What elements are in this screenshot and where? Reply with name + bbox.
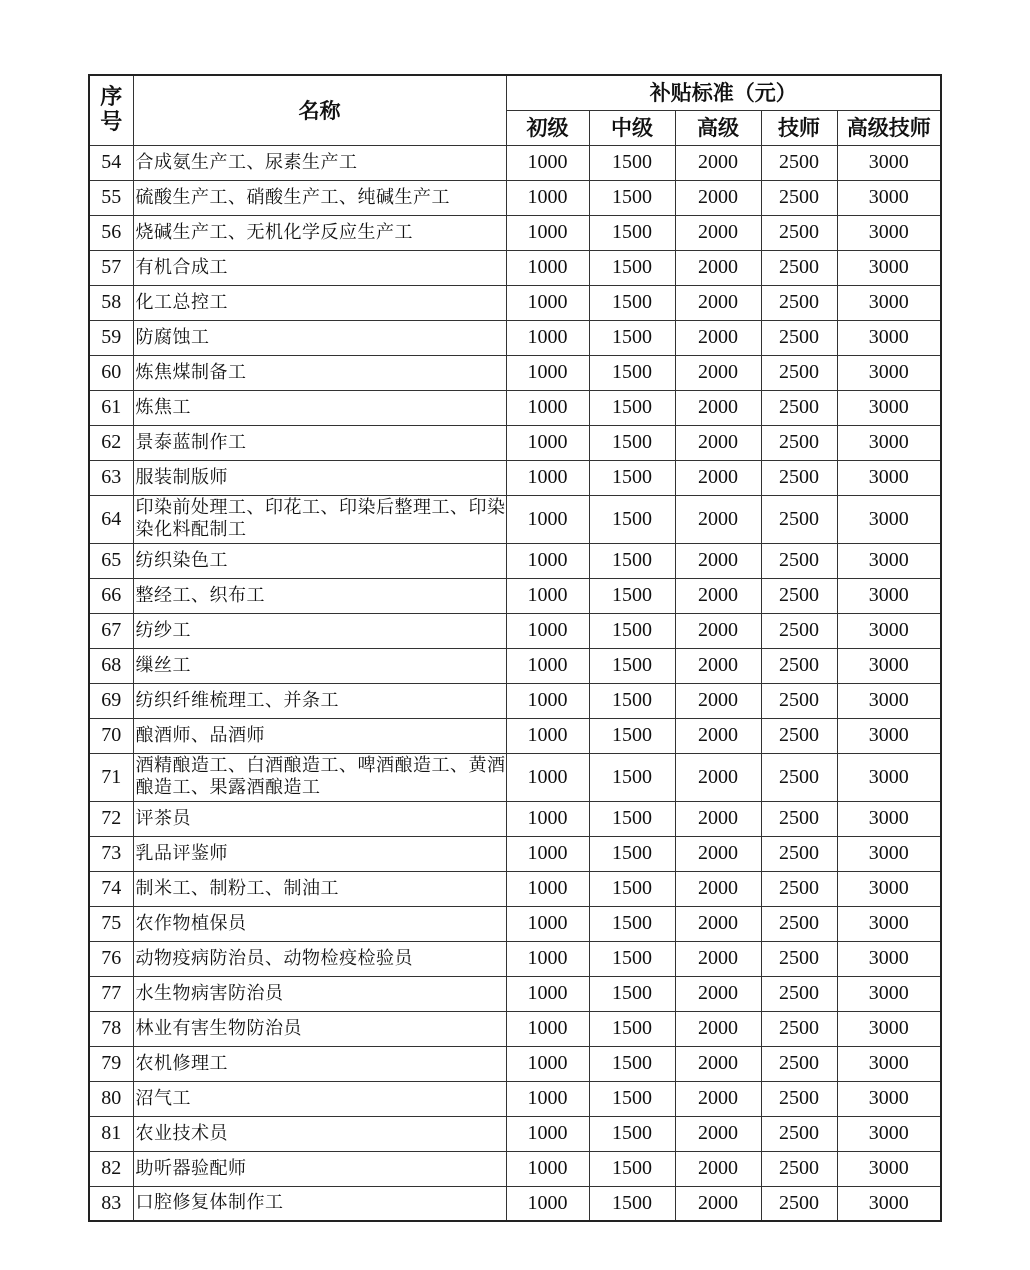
row-occupation-name: 防腐蚀工 (133, 320, 506, 355)
subsidy-junior: 1000 (506, 425, 589, 460)
row-seq: 77 (89, 976, 133, 1011)
subsidy-senior: 2000 (675, 460, 761, 495)
subsidy-senior: 2000 (675, 390, 761, 425)
subsidy-technician: 2500 (761, 906, 837, 941)
row-occupation-name: 评茶员 (133, 801, 506, 836)
subsidy-senior-technician: 3000 (837, 215, 941, 250)
subsidy-senior-technician: 3000 (837, 718, 941, 753)
row-seq: 66 (89, 578, 133, 613)
table-row (89, 648, 941, 683)
row-occupation-name: 酒精酿造工、白酒酿造工、啤酒酿造工、黄酒酿造工、果露酒酿造工 (133, 753, 506, 801)
subsidy-technician: 2500 (761, 543, 837, 578)
subsidy-junior: 1000 (506, 495, 589, 543)
subsidy-senior: 2000 (675, 145, 761, 180)
subsidy-junior: 1000 (506, 976, 589, 1011)
level-header-junior: 初级 (506, 110, 589, 145)
row-seq: 65 (89, 543, 133, 578)
row-occupation-name: 整经工、织布工 (133, 578, 506, 613)
subsidy-senior-technician: 3000 (837, 320, 941, 355)
row-seq: 83 (89, 1186, 133, 1221)
row-seq: 54 (89, 145, 133, 180)
table-row (89, 285, 941, 320)
subsidy-intermediate: 1500 (589, 250, 675, 285)
subsidy-senior-technician: 3000 (837, 836, 941, 871)
row-seq: 67 (89, 613, 133, 648)
row-occupation-name: 纺织染色工 (133, 543, 506, 578)
subsidy-senior: 2000 (675, 836, 761, 871)
subsidy-intermediate: 1500 (589, 718, 675, 753)
subsidy-intermediate: 1500 (589, 976, 675, 1011)
subsidy-junior: 1000 (506, 718, 589, 753)
subsidy-intermediate: 1500 (589, 460, 675, 495)
row-seq: 79 (89, 1046, 133, 1081)
table-row (89, 976, 941, 1011)
subsidy-senior-technician: 3000 (837, 1151, 941, 1186)
subsidy-technician: 2500 (761, 215, 837, 250)
table-row (89, 1011, 941, 1046)
subsidy-technician: 2500 (761, 976, 837, 1011)
subsidy-senior-technician: 3000 (837, 1046, 941, 1081)
subsidy-intermediate: 1500 (589, 753, 675, 801)
subsidy-intermediate: 1500 (589, 906, 675, 941)
subsidy-senior-technician: 3000 (837, 941, 941, 976)
subsidy-senior: 2000 (675, 215, 761, 250)
level-header-senior-technician: 高级技师 (837, 110, 941, 145)
subsidy-intermediate: 1500 (589, 613, 675, 648)
subsidy-technician: 2500 (761, 718, 837, 753)
subsidy-senior: 2000 (675, 718, 761, 753)
subsidy-junior: 1000 (506, 543, 589, 578)
subsidy-senior-technician: 3000 (837, 1011, 941, 1046)
subsidy-technician: 2500 (761, 648, 837, 683)
subsidy-intermediate: 1500 (589, 215, 675, 250)
subsidy-junior: 1000 (506, 871, 589, 906)
subsidy-technician: 2500 (761, 355, 837, 390)
level-header-intermediate: 中级 (589, 110, 675, 145)
row-seq: 81 (89, 1116, 133, 1151)
subsidy-senior-technician: 3000 (837, 648, 941, 683)
subsidy-senior: 2000 (675, 648, 761, 683)
table-body (89, 145, 941, 1221)
subsidy-junior: 1000 (506, 355, 589, 390)
subsidy-junior: 1000 (506, 1151, 589, 1186)
subsidy-senior: 2000 (675, 578, 761, 613)
subsidy-intermediate: 1500 (589, 180, 675, 215)
subsidy-junior: 1000 (506, 1081, 589, 1116)
subsidy-senior: 2000 (675, 613, 761, 648)
subsidy-senior: 2000 (675, 1186, 761, 1221)
subsidy-intermediate: 1500 (589, 355, 675, 390)
subsidy-junior: 1000 (506, 460, 589, 495)
subsidy-junior: 1000 (506, 285, 589, 320)
subsidy-intermediate: 1500 (589, 1011, 675, 1046)
table-row (89, 683, 941, 718)
row-occupation-name: 化工总控工 (133, 285, 506, 320)
subsidy-senior-technician: 3000 (837, 613, 941, 648)
row-occupation-name: 纺纱工 (133, 613, 506, 648)
subsidy-senior-technician: 3000 (837, 390, 941, 425)
subsidy-intermediate: 1500 (589, 1116, 675, 1151)
table-row (89, 1151, 941, 1186)
row-seq: 74 (89, 871, 133, 906)
row-seq: 80 (89, 1081, 133, 1116)
row-occupation-name: 景泰蓝制作工 (133, 425, 506, 460)
subsidy-senior: 2000 (675, 1081, 761, 1116)
subsidy-intermediate: 1500 (589, 683, 675, 718)
subsidy-senior: 2000 (675, 683, 761, 718)
subsidy-junior: 1000 (506, 215, 589, 250)
row-occupation-name: 酿酒师、品酒师 (133, 718, 506, 753)
subsidy-intermediate: 1500 (589, 425, 675, 460)
subsidy-technician: 2500 (761, 683, 837, 718)
table-row (89, 1116, 941, 1151)
row-occupation-name: 农作物植保员 (133, 906, 506, 941)
row-occupation-name: 印染前处理工、印花工、印染后整理工、印染染化料配制工 (133, 495, 506, 543)
subsidy-junior: 1000 (506, 753, 589, 801)
level-header-technician: 技师 (761, 110, 837, 145)
subsidy-senior: 2000 (675, 753, 761, 801)
row-seq: 55 (89, 180, 133, 215)
table-row (89, 355, 941, 390)
subsidy-intermediate: 1500 (589, 1046, 675, 1081)
subsidy-senior-technician: 3000 (837, 871, 941, 906)
subsidy-senior-technician: 3000 (837, 180, 941, 215)
row-occupation-name: 水生物病害防治员 (133, 976, 506, 1011)
subsidy-junior: 1000 (506, 180, 589, 215)
subsidy-senior: 2000 (675, 543, 761, 578)
subsidy-intermediate: 1500 (589, 871, 675, 906)
subsidy-technician: 2500 (761, 871, 837, 906)
table-row (89, 718, 941, 753)
row-occupation-name: 炼焦工 (133, 390, 506, 425)
subsidy-senior-technician: 3000 (837, 145, 941, 180)
subsidy-intermediate: 1500 (589, 648, 675, 683)
subsidy-technician: 2500 (761, 250, 837, 285)
level-header-senior: 高级 (675, 110, 761, 145)
row-occupation-name: 烧碱生产工、无机化学反应生产工 (133, 215, 506, 250)
subsidy-intermediate: 1500 (589, 1186, 675, 1221)
subsidy-technician: 2500 (761, 425, 837, 460)
table-row (89, 180, 941, 215)
subsidy-junior: 1000 (506, 613, 589, 648)
subsidy-technician: 2500 (761, 145, 837, 180)
subsidy-technician: 2500 (761, 320, 837, 355)
subsidy-technician: 2500 (761, 1011, 837, 1046)
subsidy-technician: 2500 (761, 753, 837, 801)
subsidy-technician: 2500 (761, 836, 837, 871)
subsidy-junior: 1000 (506, 941, 589, 976)
subsidy-senior-technician: 3000 (837, 543, 941, 578)
table-row (89, 613, 941, 648)
subsidy-technician: 2500 (761, 578, 837, 613)
row-seq: 73 (89, 836, 133, 871)
row-occupation-name: 林业有害生物防治员 (133, 1011, 506, 1046)
subsidy-junior: 1000 (506, 1186, 589, 1221)
subsidy-junior: 1000 (506, 250, 589, 285)
subsidy-technician: 2500 (761, 1116, 837, 1151)
table-row (89, 425, 941, 460)
subsidy-senior: 2000 (675, 871, 761, 906)
row-seq: 76 (89, 941, 133, 976)
table-row (89, 390, 941, 425)
row-seq: 63 (89, 460, 133, 495)
table-row (89, 460, 941, 495)
subsidy-senior: 2000 (675, 180, 761, 215)
row-seq: 69 (89, 683, 133, 718)
subsidy-senior-technician: 3000 (837, 753, 941, 801)
subsidy-junior: 1000 (506, 145, 589, 180)
subsidy-junior: 1000 (506, 1046, 589, 1081)
row-occupation-name: 合成氨生产工、尿素生产工 (133, 145, 506, 180)
table-row (89, 145, 941, 180)
subsidy-junior: 1000 (506, 801, 589, 836)
row-seq: 82 (89, 1151, 133, 1186)
table-row (89, 906, 941, 941)
subsidy-senior: 2000 (675, 355, 761, 390)
row-occupation-name: 沼气工 (133, 1081, 506, 1116)
row-seq: 57 (89, 250, 133, 285)
row-seq: 68 (89, 648, 133, 683)
subsidy-technician: 2500 (761, 1186, 837, 1221)
subsidy-senior: 2000 (675, 906, 761, 941)
row-occupation-name: 助听器验配师 (133, 1151, 506, 1186)
table-row (89, 941, 941, 976)
subsidy-senior: 2000 (675, 941, 761, 976)
subsidy-senior-technician: 3000 (837, 285, 941, 320)
row-seq: 58 (89, 285, 133, 320)
subsidy-senior-technician: 3000 (837, 976, 941, 1011)
subsidy-junior: 1000 (506, 648, 589, 683)
name-header: 名称 (133, 75, 506, 145)
subsidy-intermediate: 1500 (589, 1081, 675, 1116)
row-occupation-name: 乳品评鉴师 (133, 836, 506, 871)
subsidy-technician: 2500 (761, 613, 837, 648)
subsidy-senior: 2000 (675, 285, 761, 320)
subsidy-senior-technician: 3000 (837, 1186, 941, 1221)
table-row (89, 320, 941, 355)
subsidy-junior: 1000 (506, 836, 589, 871)
subsidy-senior: 2000 (675, 1046, 761, 1081)
subsidy-technician: 2500 (761, 390, 837, 425)
subsidy-senior-technician: 3000 (837, 1081, 941, 1116)
row-occupation-name: 农业技术员 (133, 1116, 506, 1151)
subsidy-technician: 2500 (761, 1046, 837, 1081)
header-row-top (89, 75, 941, 110)
row-seq: 59 (89, 320, 133, 355)
subsidy-intermediate: 1500 (589, 285, 675, 320)
row-occupation-name: 炼焦煤制备工 (133, 355, 506, 390)
row-occupation-name: 农机修理工 (133, 1046, 506, 1081)
row-seq: 72 (89, 801, 133, 836)
subsidy-senior-technician: 3000 (837, 906, 941, 941)
row-seq: 61 (89, 390, 133, 425)
subsidy-senior-technician: 3000 (837, 683, 941, 718)
subsidy-intermediate: 1500 (589, 320, 675, 355)
subsidy-senior-technician: 3000 (837, 460, 941, 495)
subsidy-technician: 2500 (761, 1081, 837, 1116)
row-seq: 64 (89, 495, 133, 543)
subsidy-technician: 2500 (761, 495, 837, 543)
row-occupation-name: 口腔修复体制作工 (133, 1186, 506, 1221)
subsidy-senior-technician: 3000 (837, 1116, 941, 1151)
subsidy-senior: 2000 (675, 320, 761, 355)
table-row (89, 836, 941, 871)
row-seq: 60 (89, 355, 133, 390)
subsidy-standard-header: 补贴标准（元） (506, 75, 941, 110)
subsidy-intermediate: 1500 (589, 801, 675, 836)
row-seq: 71 (89, 753, 133, 801)
subsidy-standard-table (88, 74, 942, 1222)
subsidy-senior: 2000 (675, 250, 761, 285)
row-seq: 70 (89, 718, 133, 753)
table-row (89, 495, 941, 543)
row-occupation-name: 纺织纤维梳理工、并条工 (133, 683, 506, 718)
table-row (89, 215, 941, 250)
row-occupation-name: 缫丝工 (133, 648, 506, 683)
row-occupation-name: 硫酸生产工、硝酸生产工、纯碱生产工 (133, 180, 506, 215)
subsidy-junior: 1000 (506, 1011, 589, 1046)
subsidy-intermediate: 1500 (589, 145, 675, 180)
row-seq: 56 (89, 215, 133, 250)
subsidy-senior-technician: 3000 (837, 355, 941, 390)
table-row (89, 801, 941, 836)
table-row (89, 1046, 941, 1081)
table-row (89, 1081, 941, 1116)
row-seq: 75 (89, 906, 133, 941)
row-seq: 62 (89, 425, 133, 460)
subsidy-junior: 1000 (506, 906, 589, 941)
table-row (89, 753, 941, 801)
subsidy-intermediate: 1500 (589, 543, 675, 578)
seq-header: 序号 (89, 75, 133, 145)
subsidy-senior: 2000 (675, 495, 761, 543)
row-seq: 78 (89, 1011, 133, 1046)
subsidy-junior: 1000 (506, 683, 589, 718)
subsidy-senior: 2000 (675, 976, 761, 1011)
table-row (89, 543, 941, 578)
subsidy-senior-technician: 3000 (837, 250, 941, 285)
table-row (89, 871, 941, 906)
subsidy-technician: 2500 (761, 285, 837, 320)
subsidy-senior: 2000 (675, 1011, 761, 1046)
subsidy-intermediate: 1500 (589, 941, 675, 976)
row-occupation-name: 服装制版师 (133, 460, 506, 495)
row-occupation-name: 有机合成工 (133, 250, 506, 285)
subsidy-senior-technician: 3000 (837, 578, 941, 613)
subsidy-senior-technician: 3000 (837, 425, 941, 460)
table-row (89, 578, 941, 613)
subsidy-senior: 2000 (675, 1151, 761, 1186)
subsidy-intermediate: 1500 (589, 495, 675, 543)
subsidy-intermediate: 1500 (589, 1151, 675, 1186)
row-occupation-name: 动物疫病防治员、动物检疫检验员 (133, 941, 506, 976)
subsidy-intermediate: 1500 (589, 836, 675, 871)
subsidy-senior: 2000 (675, 1116, 761, 1151)
subsidy-senior-technician: 3000 (837, 495, 941, 543)
subsidy-junior: 1000 (506, 1116, 589, 1151)
subsidy-technician: 2500 (761, 801, 837, 836)
subsidy-technician: 2500 (761, 941, 837, 976)
table-row (89, 1186, 941, 1221)
subsidy-senior: 2000 (675, 801, 761, 836)
subsidy-technician: 2500 (761, 1151, 837, 1186)
subsidy-senior: 2000 (675, 425, 761, 460)
subsidy-intermediate: 1500 (589, 390, 675, 425)
subsidy-senior-technician: 3000 (837, 801, 941, 836)
table-header (89, 75, 941, 145)
table-row (89, 250, 941, 285)
subsidy-junior: 1000 (506, 390, 589, 425)
subsidy-technician: 2500 (761, 180, 837, 215)
subsidy-junior: 1000 (506, 320, 589, 355)
row-occupation-name: 制米工、制粉工、制油工 (133, 871, 506, 906)
subsidy-junior: 1000 (506, 578, 589, 613)
subsidy-technician: 2500 (761, 460, 837, 495)
subsidy-intermediate: 1500 (589, 578, 675, 613)
